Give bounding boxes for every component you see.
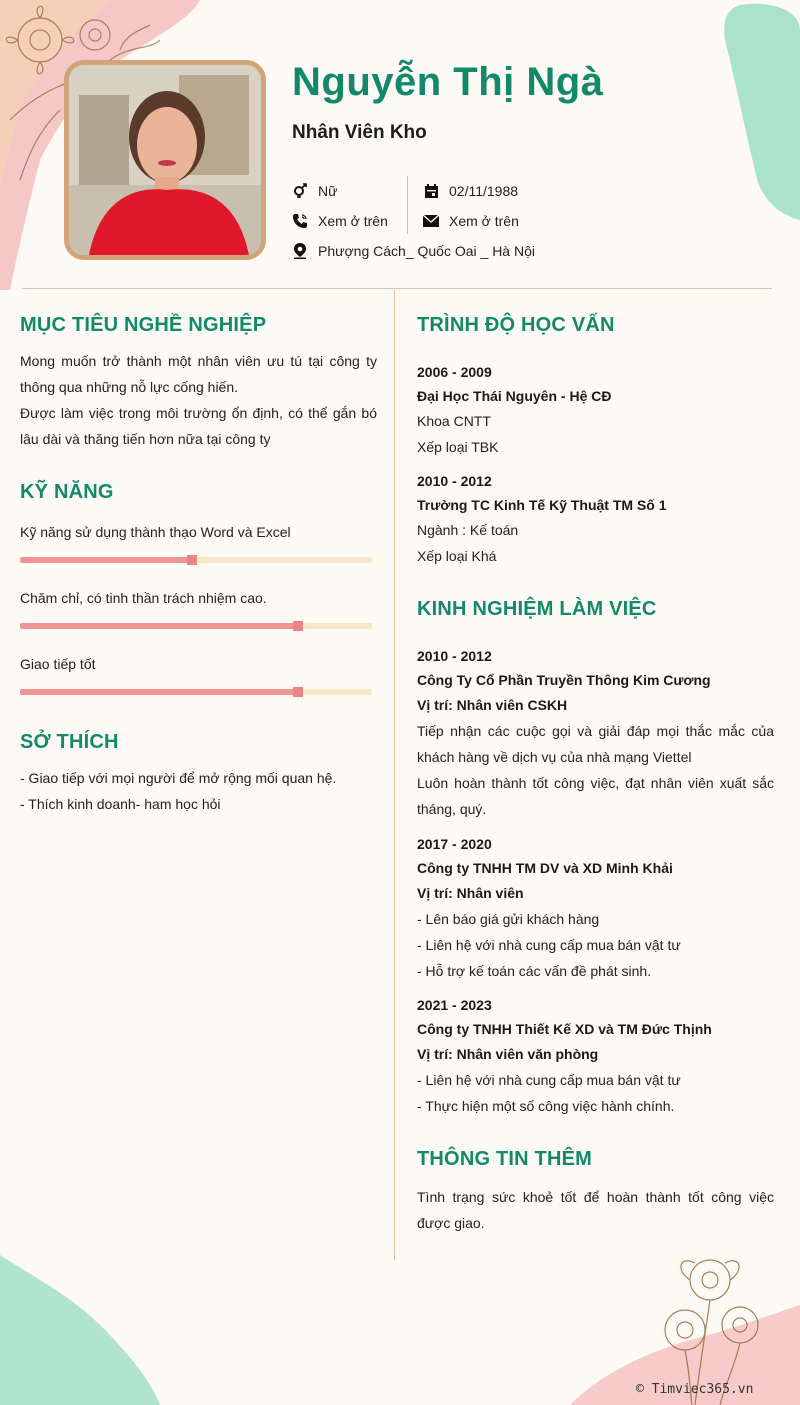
experience-task: - Thực hiện một số công việc hành chính. bbox=[417, 1098, 675, 1114]
skills-title: KỸ NĂNG bbox=[20, 481, 114, 503]
gender-value: Nữ bbox=[318, 183, 338, 199]
email-row bbox=[422, 213, 519, 229]
hobbies-title: SỞ THÍCH bbox=[20, 731, 119, 753]
envelope-icon bbox=[422, 213, 440, 229]
job-title: Nhân Viên Kho bbox=[292, 122, 427, 143]
experience-company: Công ty TNHH TM DV và XD Minh Khải bbox=[417, 860, 673, 876]
experience-position: Vị trí: Nhân viên văn phòng bbox=[417, 1046, 599, 1062]
phone-row bbox=[291, 213, 388, 229]
additional-info-title: THÔNG TIN THÊM bbox=[417, 1148, 593, 1170]
skill-label: Giao tiếp tốt bbox=[20, 656, 96, 672]
skill-bar-fill bbox=[20, 623, 298, 629]
skill-bar bbox=[20, 557, 372, 563]
watercolor-decoration-bottom-left bbox=[0, 1255, 200, 1405]
experience-company: Công Ty Cổ Phần Truyền Thông Kim Cương bbox=[417, 672, 711, 688]
column-divider bbox=[394, 290, 395, 1260]
phone-icon bbox=[291, 213, 309, 229]
experience-period: 2017 - 2020 bbox=[417, 836, 492, 852]
experience-title: KINH NGHIỆM LÀM VIỆC bbox=[417, 598, 657, 620]
skill-bar bbox=[20, 689, 372, 695]
skill-bar-fill bbox=[20, 689, 298, 695]
avatar bbox=[64, 60, 266, 260]
objective-title: MỤC TIÊU NGHỀ NGHIỆP bbox=[20, 314, 267, 336]
experience-task: - Lên báo giá gửi khách hàng bbox=[417, 911, 600, 927]
skill-bar-fill bbox=[20, 557, 192, 563]
address-value: Phượng Cách_ Quốc Oai _ Hà Nội bbox=[318, 243, 535, 259]
objective-text-2: Được làm việc trong môi trường ổn định, có thể gắn bó lâu dài và thăng tiến hơn nữa tại công ty bbox=[20, 405, 377, 447]
experience-company: Công ty TNHH Thiết Kế XD và TM Đức Thịnh bbox=[417, 1021, 712, 1037]
phone-value: Xem ở trên bbox=[318, 213, 388, 229]
header-divider bbox=[22, 288, 772, 289]
gender-row bbox=[291, 183, 337, 199]
hobby-item: - Thích kinh doanh- ham học hỏi bbox=[20, 796, 221, 812]
skill-bar-knob bbox=[187, 555, 197, 565]
calendar-icon bbox=[422, 183, 440, 199]
email-value: Xem ở trên bbox=[449, 213, 519, 229]
experience-period: 2010 - 2012 bbox=[417, 648, 492, 664]
experience-position: Vị trí: Nhân viên bbox=[417, 885, 524, 901]
gender-icon bbox=[291, 183, 309, 199]
objective-text-1: Mong muốn trở thành một nhân viên ưu tú tại công ty thông qua những nỗ lực cống hiến. bbox=[20, 353, 377, 395]
candidate-name: Nguyễn Thị Ngà bbox=[292, 60, 604, 104]
education-period: 2006 - 2009 bbox=[417, 364, 492, 380]
experience-task: - Liên hệ với nhà cung cấp mua bán vật tư bbox=[417, 937, 681, 953]
experience-description: Tiếp nhận các cuộc gọi và giải đáp mọi thắc mắc của khách hàng về dịch vụ của nhà mạng Viettel bbox=[417, 723, 774, 765]
education-school: Trường TC Kinh Tế Kỹ Thuật TM Số 1 bbox=[417, 497, 667, 513]
watercolor-decoration-top-right bbox=[710, 0, 800, 230]
experience-task: - Hỗ trợ kế toán các vấn đề phát sinh. bbox=[417, 963, 652, 979]
location-pin-icon bbox=[291, 243, 309, 259]
experience-period: 2021 - 2023 bbox=[417, 997, 492, 1013]
experience-position: Vị trí: Nhân viên CSKH bbox=[417, 697, 568, 713]
education-detail: Xếp loại Khá bbox=[417, 548, 497, 564]
education-period: 2010 - 2012 bbox=[417, 473, 492, 489]
education-detail: Khoa CNTT bbox=[417, 413, 491, 429]
skill-bar bbox=[20, 623, 372, 629]
experience-task: - Liên hệ với nhà cung cấp mua bán vật tư bbox=[417, 1072, 681, 1088]
education-detail: Ngành : Kế toán bbox=[417, 522, 519, 538]
education-title: TRÌNH ĐỘ HỌC VẤN bbox=[417, 314, 615, 336]
info-divider bbox=[407, 176, 408, 234]
watermark: © Timviec365.vn bbox=[636, 1382, 754, 1397]
address-row bbox=[291, 243, 535, 259]
education-detail: Xếp loại TBK bbox=[417, 439, 499, 455]
skill-bar-knob bbox=[293, 687, 303, 697]
birthday-value: 02/11/1988 bbox=[449, 183, 519, 199]
additional-info-text: Tình trạng sức khoẻ tốt để hoàn thành tốt công việc được giao. bbox=[417, 1189, 774, 1231]
skill-label: Chăm chỉ, có tinh thần trách nhiệm cao. bbox=[20, 590, 267, 606]
skill-label: Kỹ năng sử dụng thành thạo Word và Excel bbox=[20, 524, 291, 540]
skill-bar-knob bbox=[293, 621, 303, 631]
hobby-item: - Giao tiếp với mọi người để mở rộng mối quan hệ. bbox=[20, 770, 337, 786]
floral-decoration-bottom-right bbox=[550, 1245, 800, 1405]
education-school: Đại Học Thái Nguyên - Hệ CĐ bbox=[417, 388, 612, 404]
birthday-row bbox=[422, 183, 518, 199]
experience-description: Luôn hoàn thành tốt công việc, đạt nhân viên xuất sắc tháng, quý. bbox=[417, 775, 774, 817]
portrait-image bbox=[69, 65, 261, 255]
